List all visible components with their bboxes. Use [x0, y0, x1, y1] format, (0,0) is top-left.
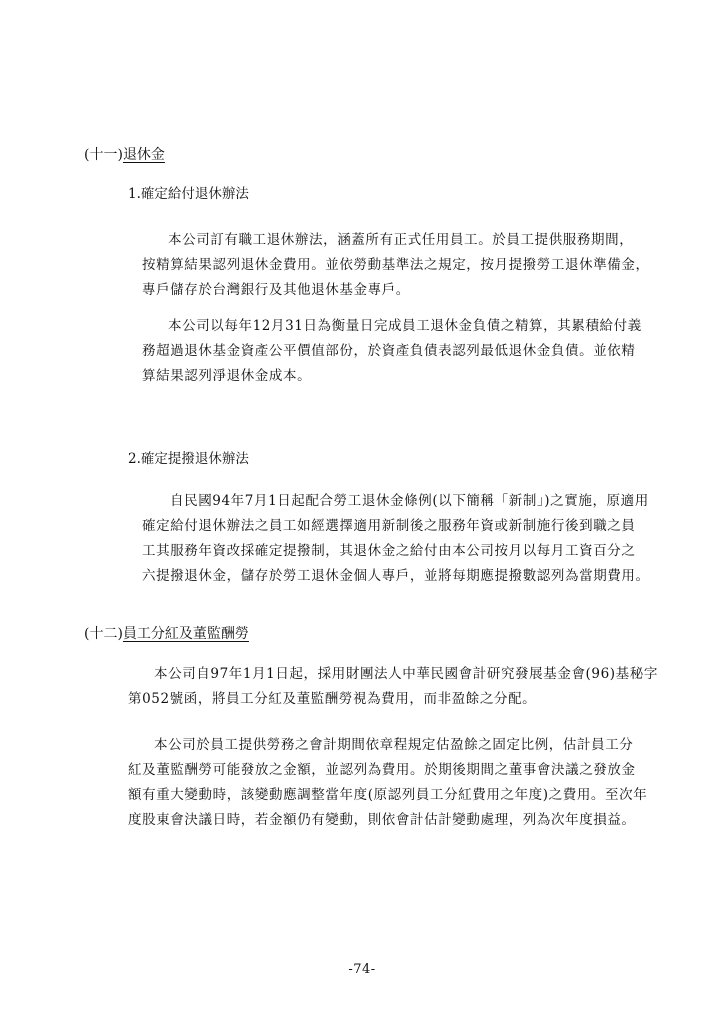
paragraph-line: 本公司以每年12月31日為衡量日完成員工退休金負債之精算，其累積給付義: [168, 318, 642, 334]
section-title: 員工分紅及董監酬勞: [122, 626, 249, 642]
paragraph-line: 額有重大變動時，該變動應調整當年度(原認列員工分紅費用之年度)之費用。至次年: [128, 787, 648, 803]
section-number: (十二): [84, 626, 123, 642]
paragraph: [128, 733, 668, 833]
paragraph-line: 第052號函，將員工分紅及董監酬勞視為費用，而非盈餘之分配。: [128, 691, 537, 707]
subsection-heading-defined-benefit: 1.確定給付退休辦法: [128, 186, 249, 202]
paragraph-line: 確定給付退休辦法之員工如經選擇適用新制後之服務年資或新制施行後到職之員: [142, 518, 636, 534]
paragraph-line: 六提撥退休金，儲存於勞工退休金個人專戶，並將每期應提撥數認列為當期費用。: [142, 568, 650, 584]
paragraph: [142, 314, 662, 389]
paragraph-line: 紅及董監酬勞可能發放之金額，並認列為費用。於期後期間之董事會決議之發放金: [128, 762, 636, 778]
paragraph-line: 本公司訂有職工退休辦法，涵蓋所有正式任用員工。於員工提供服務期間，: [168, 232, 634, 248]
section-title: 退休金: [122, 147, 165, 163]
paragraph-line: 按精算結果認列退休金費用。並依勞動基準法之規定，按月提撥勞工退休準備金，: [142, 257, 650, 273]
paragraph: [128, 662, 668, 712]
paragraph: [142, 489, 672, 589]
page-number: -74-: [348, 962, 376, 977]
paragraph-line: 算結果認列淨退休金成本。: [142, 368, 312, 384]
paragraph-line: 專戶儲存於台灣銀行及其他退休基金專戶。: [142, 282, 410, 298]
paragraph-line: 度股東會決議日時，若金額仍有變動，則依會計估計變動處理，列為次年度損益。: [128, 812, 636, 828]
paragraph-line: 務超過退休基金資產公平價值部份，於資產負債表認列最低退休金負債。並依精: [142, 343, 636, 359]
section-heading-12: [84, 624, 249, 644]
paragraph: [142, 228, 662, 303]
paragraph-line: 工其服務年資改採確定提撥制，其退休金之給付由本公司按月以每月工資百分之: [142, 543, 636, 559]
subsection-heading-defined-contribution: 2.確定提撥退休辦法: [128, 451, 249, 467]
paragraph-line: 本公司自97年1月1日起，採用財團法人中華民國會計研究發展基金會(96)基秘字: [154, 666, 658, 682]
paragraph-line: 自民國94年7月1日起配合勞工退休金條例(以下簡稱「新制」)之實施，原適用: [170, 493, 649, 509]
section-heading-11: [84, 145, 165, 165]
section-number: (十一): [84, 147, 123, 163]
paragraph-line: 本公司於員工提供勞務之會計期間依章程規定估盈餘之固定比例，估計員工分: [154, 737, 634, 753]
